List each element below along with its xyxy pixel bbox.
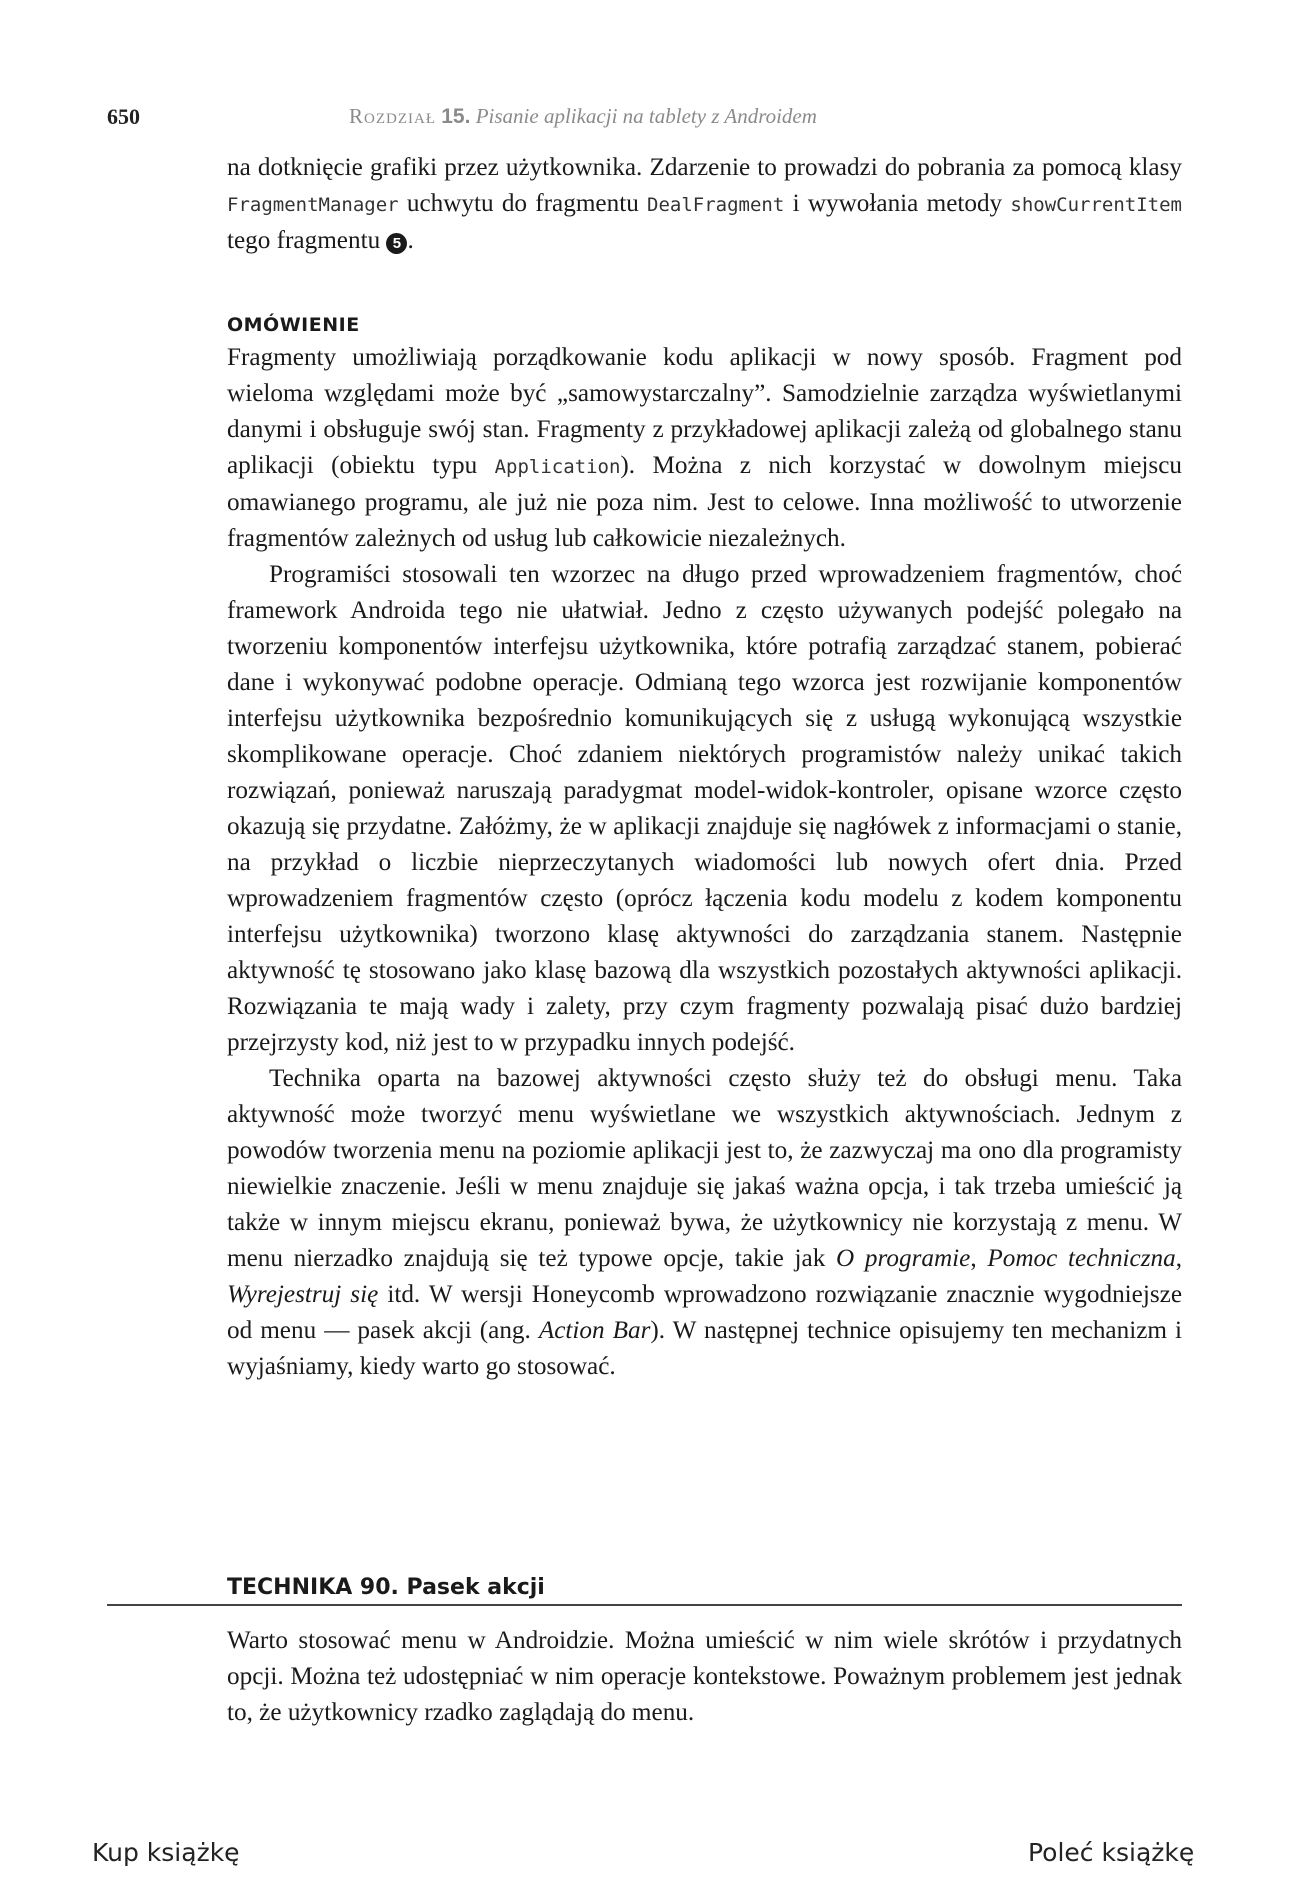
text-run: Technika oparta na bazowej aktywności często służy też do obsługi menu. Taka aktywność może tworzyć menu wyświetlane we wszystkich aktywnościach. Jednym z powodów tworzenia menu na poziomie aplikacji jest to, że zazwyczaj ma ono dla programisty niewielkie znaczenie. Jeśli w menu znajduje się jakaś ważna opcja, i tak trzeba umieścić ją także w innym miejscu ekranu, ponieważ bywa, że użytkownicy nie korzystają z menu. W menu nierzadko znajdują się też typowe opcje, takie jak [227,1065,1182,1272]
buy-book-link[interactable]: Kup książkę [92,1838,240,1867]
text-run: Fragmenty umożliwiają porządkowanie kodu aplikacji w nowy sposób. Fragment pod wieloma względami może być „samowystarczalny”. Samodzielnie zarządza wyświetlanymi danymi i obsługuje swój stan. Fragmenty z przykładowej aplikacji zależą od globalnego stanu aplikacji (obiektu typu [227,344,1182,479]
text-run: ). Można z nich korzystać w dowolnym miejscu omawianego programu, ale już nie poza nim. Jest to celowe. Inna możliwość to utworzenie fragmentów zależnych od usług lub całkowicie niezależnych. [227,452,1182,552]
callout-marker-icon: 5 [386,233,407,254]
text-run: , [970,1245,988,1272]
running-head [349,104,817,129]
chapter-number: 15. [441,105,471,128]
text-run: ). W następnej technice opisujemy ten mechanizm i wyjaśniamy, kiedy warto go stosować. [227,1317,1182,1380]
recommend-book-link[interactable]: Poleć książkę [1028,1838,1195,1867]
code-showcurrentitem: showCurrentItem [1010,194,1182,216]
page-header [107,104,1187,134]
italic-term: Wyrejestruj się [227,1281,379,1308]
heading-divider [107,1604,1182,1606]
discussion-section [227,314,1182,1385]
discussion-paragraph-1 [227,340,1182,557]
page-number: 650 [107,104,140,129]
text-run: , [1175,1245,1183,1272]
code-dealfragment: DealFragment [647,194,785,216]
italic-term: Action Bar [538,1317,651,1344]
text-run: itd. W wersji Honeycomb wprowadzono rozwiązanie znacznie wygodniejsze od menu — pasek akcji (ang. [227,1281,1182,1344]
section-heading: OMÓWIENIE [227,314,360,336]
chapter-label: Rozdział [349,104,436,128]
text-run: uchwytu do fragmentu [398,190,648,217]
technique-section [227,1623,1182,1731]
intro-block [227,150,1182,259]
code-fragmentmanager: FragmentManager [227,194,399,216]
technique-heading: TECHNIKA 90. Pasek akcji [227,1575,545,1600]
text-run: . [407,227,414,254]
technique-paragraph-1: Warto stosować menu w Androidzie. Można umieścić w nim wiele skrótów i przydatnych opcji. Można też udostępniać w nim operacje kontekstowe. Poważnym problemem jest jednak to, że użytkownicy rzadko zaglądają do menu. [227,1627,1182,1726]
text-run: tego fragmentu [227,227,387,254]
text-run: i wywołania metody [784,190,1011,217]
italic-term: O programie [836,1245,971,1272]
intro-paragraph [227,150,1182,259]
code-application: Application [494,456,621,478]
discussion-paragraph-2: Programiści stosowali ten wzorzec na długo przed wprowadzeniem fragmentów, choć framework Androida tego nie ułatwiał. Jedno z często używanych podejść polegało na tworzeniu komponentów interfejsu użytkownika, które potrafią zarządzać stanem, pobierać dane i wykonywać podobne operacje. Odmianą tego wzorca jest rozwijanie komponentów interfejsu użytkownika bezpośrednio komunikujących się z usługą wykonującą wszystkie skomplikowane operacje. Choć zdaniem niektórych programistów należy unikać takich rozwiązań, ponieważ naruszają paradygmat model-widok-kontroler, opisane wzorce często okazują się przydatne. Załóżmy, że w aplikacji znajduje się nagłówek z informacjami o stanie, na przykład o liczbie nieprzeczytanych wiadomości lub nowych ofert dnia. Przed wprowadzeniem fragmentów często (oprócz łączenia kodu modelu z kodem komponentu interfejsu użytkownika) tworzono klasę aktywności do zarządzania stanem. Następnie aktywność tę stosowano jako klasę bazową dla wszystkich pozostałych aktywności aplikacji. Rozwiązania te mają wady i zalety, przy czym fragmenty pozwalają pisać dużo bardziej przejrzysty kod, niż jest to w przypadku innych podejść. [227,561,1182,1056]
italic-term: Pomoc techniczna [987,1245,1176,1272]
text-run: na dotknięcie grafiki przez użytkownika. Zdarzenie to prowadzi do pobrania za pomocą klasy [227,154,1182,181]
discussion-paragraph-3 [227,1061,1182,1385]
chapter-title: Pisanie aplikacji na tablety z Androidem [475,104,817,128]
